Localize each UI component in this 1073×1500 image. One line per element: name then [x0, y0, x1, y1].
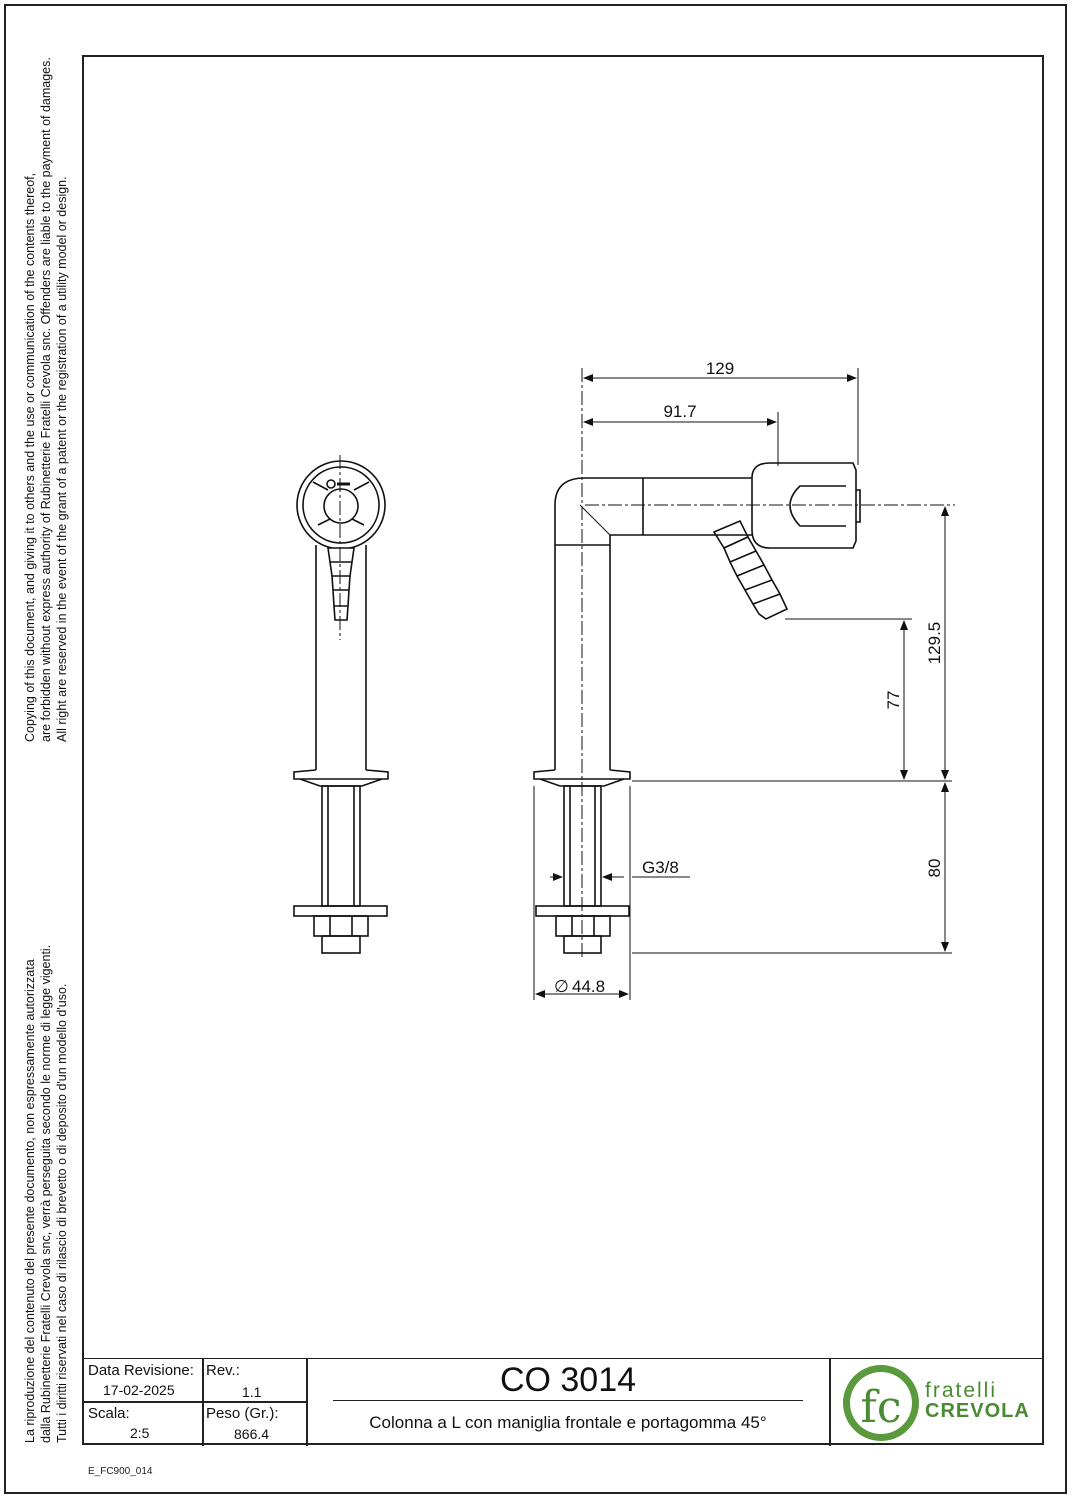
- fratelli-crevola-logo-icon: [840, 1362, 922, 1444]
- side-view-arm-bottom: [610, 535, 752, 545]
- side-view-hose-barb: [724, 537, 787, 619]
- weight-value: 866.4: [234, 1426, 270, 1442]
- title-block-main: [308, 1359, 828, 1446]
- front-view-shank-end: [322, 936, 360, 953]
- brand-line2: CREVOLA: [925, 1400, 1030, 1422]
- dim-handle-offset: 91.7: [663, 402, 697, 421]
- front-view-head-outer: [297, 461, 385, 549]
- front-view-flange-base: [300, 779, 382, 786]
- side-view: [534, 463, 860, 953]
- dim-thread: G3/8: [642, 858, 679, 877]
- dim-spout-height: 77: [884, 690, 903, 710]
- document-code: E_FC900_014: [88, 1466, 153, 1477]
- front-view-nut: [314, 916, 368, 936]
- revision-value: 1.1: [242, 1384, 262, 1400]
- legal-notice-it-line: dalla Rubinetterie Fratelli Crevola snc, verrà perseguita secondo le norme di legge vigenti.: [39, 944, 53, 1443]
- product-code: CO 3014: [499, 1361, 637, 1399]
- front-view-washer: [294, 906, 387, 916]
- diameter-symbol: ∅: [554, 977, 569, 996]
- side-view-handle-grip: [790, 486, 846, 526]
- legal-notice-it-line: La riproduzione del contenuto del presente documento, non espressamente autorizzata: [23, 959, 37, 1443]
- dim-shank-length: 80: [925, 858, 944, 878]
- side-view-elbow-seam: [580, 505, 610, 535]
- dim-total-height: 129.5: [925, 621, 944, 665]
- legal-notice-en-line: All right are reserved in the event of the grant of a patent or the registration of a utility model or design.: [55, 176, 69, 742]
- dim-base-diameter: 44.8: [572, 977, 606, 996]
- front-view-flange: [294, 770, 388, 779]
- weight-label: Peso (Gr.):: [206, 1405, 279, 1422]
- front-view-head-ring: [303, 467, 379, 543]
- legal-notice-en-line: Copying of this document, and giving it to others and the use or communication of the contents thereof,: [23, 172, 37, 742]
- scale-label: Scala:: [88, 1405, 130, 1422]
- legal-notice-en-line: are forbidden without express authority of Rubinetterie Fratelli Crevola snc. Offenders are liable to the payment of damages.: [39, 57, 53, 742]
- scale-value: 2:5: [130, 1425, 150, 1441]
- legal-notice-it-line: Tutti i diritti riservati nel caso di rilascio di brevetto o di deposito d'un modello d'uso.: [55, 983, 69, 1443]
- revision-label: Rev.:: [206, 1362, 240, 1379]
- side-view-nut: [556, 916, 610, 936]
- title-block-divider: [829, 1359, 831, 1446]
- brand-name: [925, 1380, 1030, 1422]
- product-description: Colonna a L con maniglia frontale e portagomma 45°: [369, 1413, 767, 1432]
- front-view: [294, 461, 388, 953]
- revision-date-label: Data Revisione:: [88, 1362, 194, 1379]
- dim-overall-width: 129: [705, 359, 735, 378]
- logo-letters: fc: [860, 1382, 902, 1433]
- title-block-row-divider: [82, 1401, 306, 1403]
- front-view-hose-barb: [328, 548, 354, 620]
- title-block-divider: [202, 1359, 204, 1446]
- brand-line1: fratelli: [925, 1379, 998, 1402]
- front-view-brand-mark: [327, 480, 335, 488]
- revision-date-value: 17-02-2025: [103, 1382, 175, 1398]
- front-view-outlet: [324, 489, 358, 523]
